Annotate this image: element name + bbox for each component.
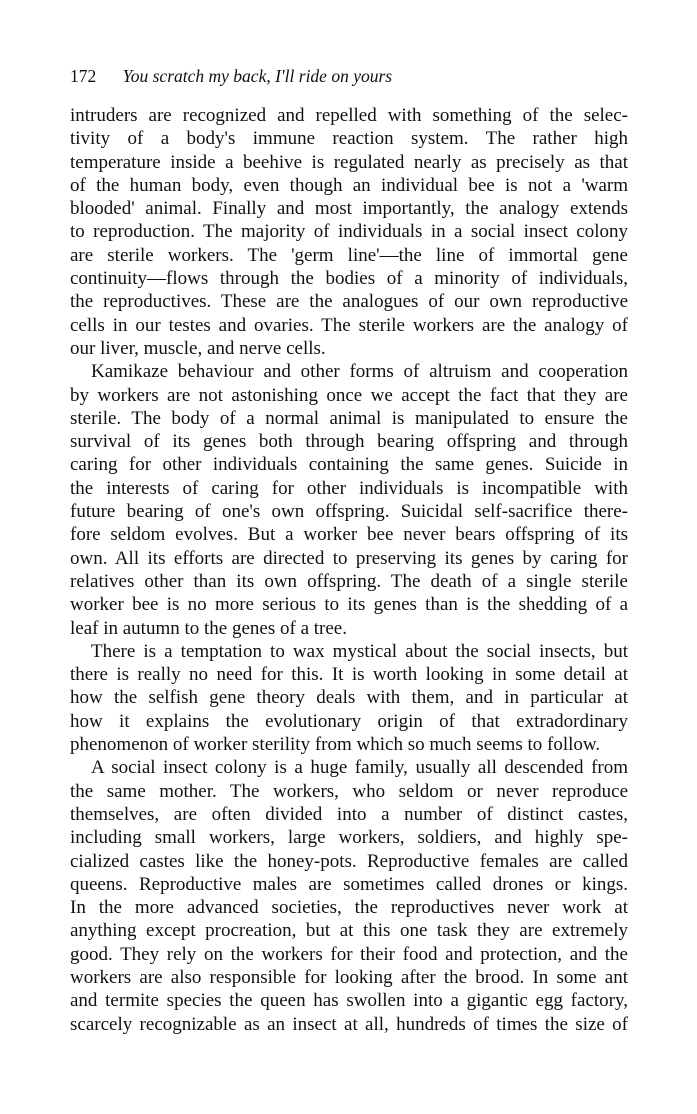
text-line: relatives other than its own offspring. The death of a single sterile xyxy=(70,570,628,592)
text-line: the same mother. The workers, who seldom or never reproduce xyxy=(70,780,628,802)
text-line: by workers are not astonishing once we accept the fact that they are xyxy=(70,384,628,406)
paragraph xyxy=(70,640,628,756)
text-line: how it explains the evolutionary origin of that extradordinary xyxy=(70,710,628,732)
text-line: of the human body, even though an individual bee is not a 'warm xyxy=(70,174,628,196)
page-number: 172 xyxy=(70,66,97,86)
text-line: temperature inside a beehive is regulated nearly as precisely as that xyxy=(70,151,628,173)
text-line: There is a temptation to wax mystical about the social insects, but xyxy=(91,640,628,662)
text-line: survival of its genes both through bearing offspring and through xyxy=(70,431,628,453)
text-line: cells in our testes and ovaries. The sterile workers are the analogy of xyxy=(70,314,628,336)
text-line: tivity of a body's immune reaction system. The rather high xyxy=(70,128,628,150)
text-line: scarcely recognizable as an insect at all, hundreds of times the size of xyxy=(70,1013,628,1035)
text-line: phenomenon of worker sterility from which so much seems to follow. xyxy=(70,734,601,756)
text-line: the reproductives. These are the analogues of our own reproductive xyxy=(70,291,628,313)
text-line: Kamikaze behaviour and other forms of altruism and cooperation xyxy=(91,361,628,383)
text-line: worker bee is no more serious to its genes than is the shedding of a xyxy=(70,594,628,616)
text-line: how the selfish gene theory deals with them, and in particular at xyxy=(70,687,628,709)
text-line: sterile. The body of a normal animal is manipulated to ensure the xyxy=(70,407,628,429)
text-line: intruders are recognized and repelled with something of the selec- xyxy=(70,105,628,126)
text-line: including small workers, large workers, soldiers, and highly spe- xyxy=(70,827,628,849)
paragraph xyxy=(70,360,628,640)
text-line: are sterile workers. The 'germ line'—the line of immortal gene xyxy=(70,244,628,266)
text-line: the interests of caring for other individuals is incompatible with xyxy=(70,477,628,499)
text-line: anything except procreation, but at this one task they are extremely xyxy=(70,920,628,942)
text-line: and termite species the queen has swollen into a gigantic egg factory, xyxy=(70,990,628,1012)
text-line: own. All its efforts are directed to preserving its genes by caring for xyxy=(70,547,628,569)
text-line: continuity—flows through the bodies of a minority of individuals, xyxy=(70,268,628,290)
running-header xyxy=(70,62,628,104)
paragraph xyxy=(70,756,628,1036)
text-line: workers are also responsible for looking after the brood. In some ant xyxy=(70,966,628,988)
book-page xyxy=(70,62,628,1036)
running-title: You scratch my back, I'll ride on yours xyxy=(122,66,393,86)
text-line: good. They rely on the workers for their food and protection, and the xyxy=(70,943,628,965)
body-text xyxy=(70,104,628,1036)
text-line: future bearing of one's own offspring. Suicidal self-sacrifice there- xyxy=(70,501,628,523)
text-line: fore seldom evolves. But a worker bee never bears offspring of its xyxy=(70,524,628,546)
text-line: In the more advanced societies, the reproductives never work at xyxy=(70,897,628,919)
text-line: leaf in autumn to the genes of a tree. xyxy=(70,617,347,639)
text-line: cialized castes like the honey-pots. Reproductive females are called xyxy=(70,850,628,872)
text-line: queens. Reproductive males are sometimes called drones or kings. xyxy=(70,873,628,895)
text-line: our liver, muscle, and nerve cells. xyxy=(70,337,326,359)
text-line: themselves, are often divided into a number of distinct castes, xyxy=(70,803,628,825)
text-line: caring for other individuals containing the same genes. Suicide in xyxy=(70,454,628,476)
paragraph xyxy=(70,104,628,360)
text-line: there is really no need for this. It is worth looking in some detail at xyxy=(70,664,628,686)
text-line: to reproduction. The majority of individuals in a social insect colony xyxy=(70,221,628,243)
text-line: A social insect colony is a huge family, usually all descended from xyxy=(91,757,628,779)
text-line: blooded' animal. Finally and most importantly, the analogy extends xyxy=(70,198,628,220)
